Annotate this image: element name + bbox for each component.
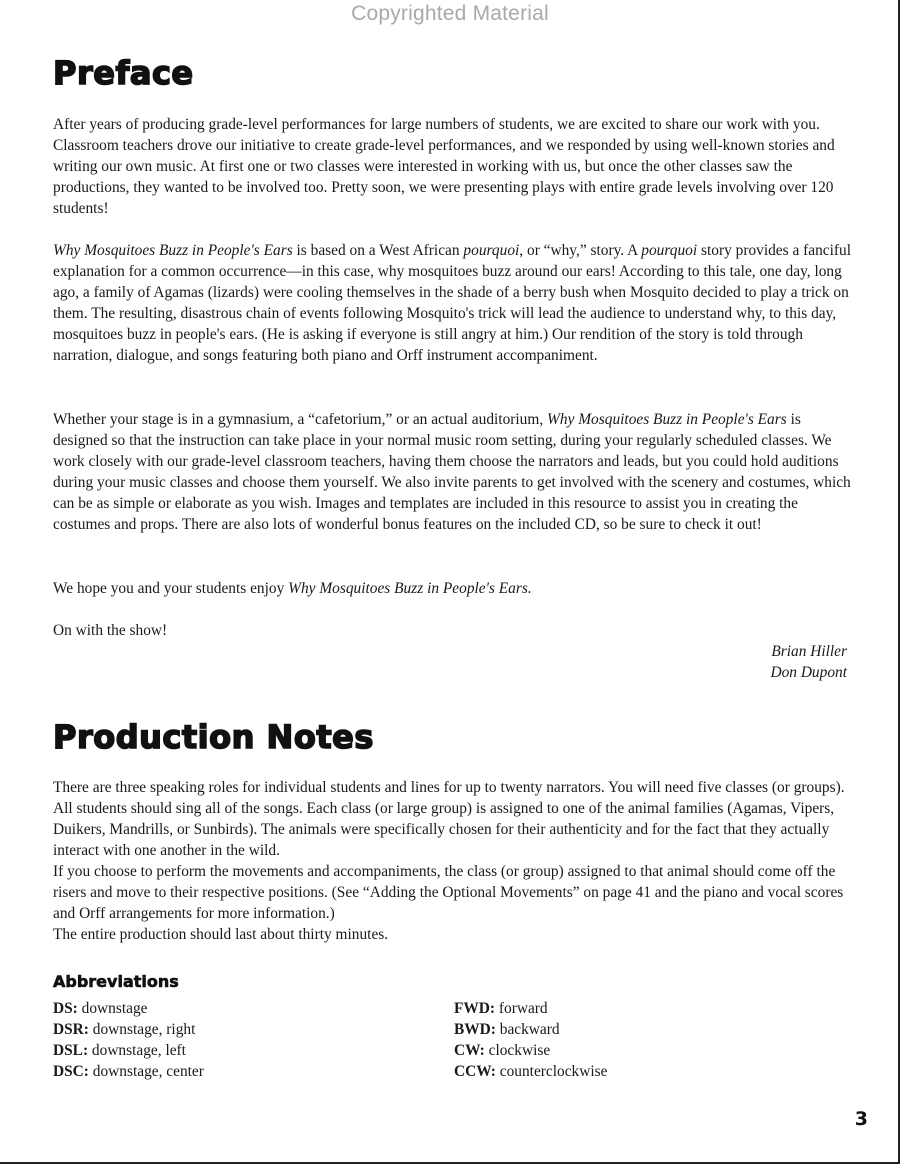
production-notes-line: The entire production should last about thirty minutes. [53, 926, 389, 943]
signature-name: Brian Hiller [771, 643, 847, 660]
abbreviations-list-left [53, 998, 204, 1082]
book-title: Why Mosquitoes Buzz in People's Ears. [288, 580, 532, 597]
watermark: Copyrighted Material [351, 2, 549, 25]
production-notes-line: There are three speaking roles for individual students and lines for up to twenty narrators. You will need five classes (or groups). All students should sing all of the songs. Each class (or large group) is assigned to one of the animal families (Agamas, Vipers, Duikers, Mandrills, or Sunbirds). The animals were specifically chosen for their authenticity and for the fact that they actually interact with one another in the wild. [53, 779, 845, 859]
preface-paragraph-2: Why Mosquitoes Buzz in People's Ears is based on a West African pourquoi, or “why,” story. A pourquoi story provides a fanciful explanation for a common occurrence—in this case, why mosquitoes buzz around our ears! According to this tale, one day, long ago, a family of Agamas (lizards) were cooling themselves in the shade of a berry bush when Mosquito decided to play a trick on them. The resulting, disastrous chain of events following Mosquito's trick will lead the audience to understand why, to this day, mosquitoes buzz in people's ears. (He is asking if everyone is still angry at him.) Our rendition of the story is told through narration, dialogue, and songs featuring both piano and Orff instrument accompaniment. [53, 242, 852, 364]
preface-heading: Preface [53, 54, 194, 92]
book-title: Why Mosquitoes Buzz in People's Ears [53, 242, 293, 259]
abbreviations-heading: Abbreviations [53, 972, 179, 991]
abbreviation-item: CW: clockwise [454, 1042, 551, 1059]
page-number: 3 [854, 1108, 868, 1130]
abbreviation-item: DSR: downstage, right [53, 1021, 196, 1038]
abbreviation-item: CCW: counterclockwise [454, 1063, 608, 1080]
signature-block [770, 641, 847, 683]
preface-paragraph-1: After years of producing grade-level performances for large numbers of students, we are excited to share our work with you. Classroom teachers drove our initiative to create grade-level performances, and we responded by using well-known stories and writing our own music. At first one or two classes were interested in working with us, but once the other classes saw the productions, they wanted to be involved too. Pretty soon, we were presenting plays with entire grade levels involving over 120 students! [53, 116, 835, 217]
production-notes-line: If you choose to perform the movements and accompaniments, the class (or group) assigned to that animal should come off the risers and move to their respective positions. (See “Adding the Optional Movements” on page 41 and the piano and vocal scores and Orff arrangements for more information.) [53, 863, 844, 922]
preface-paragraph-5: On with the show! [53, 622, 168, 639]
preface-paragraph-3: Whether your stage is in a gymnasium, a “cafetorium,” or an actual auditorium, Why Mosquitoes Buzz in People's Ears is designed so that the instruction can take place in your normal music room setting, during your regularly scheduled classes. We work closely with our grade-level classroom teachers, having them choose the narrators and leads, but you could hold auditions during your music classes and choose them yourself. We also invite parents to get involved with the scenery and costumes, which can be as simple or elaborate as you wish. Images and templates are included in this resource to assist you in creating the costumes and props. There are also lots of wonderful bonus features on the included CD, so be sure to check it out! [53, 411, 851, 533]
abbreviation-item: DS: downstage [53, 1000, 148, 1017]
abbreviation-item: FWD: forward [454, 1000, 548, 1017]
production-notes-body [53, 777, 853, 945]
production-notes-heading: Production Notes [53, 718, 374, 756]
abbreviation-item: DSC: downstage, center [53, 1063, 204, 1080]
preface-paragraph-4: We hope you and your students enjoy Why Mosquitoes Buzz in People's Ears. [53, 580, 532, 597]
abbreviation-item: DSL: downstage, left [53, 1042, 186, 1059]
term-pourquoi: pourquoi [463, 242, 520, 259]
abbreviations-list-right [454, 998, 607, 1082]
abbreviation-item: BWD: backward [454, 1021, 560, 1038]
book-title: Why Mosquitoes Buzz in People's Ears [547, 411, 787, 428]
signature-name: Don Dupont [770, 664, 847, 681]
term-pourquoi: pourquoi [641, 242, 698, 259]
